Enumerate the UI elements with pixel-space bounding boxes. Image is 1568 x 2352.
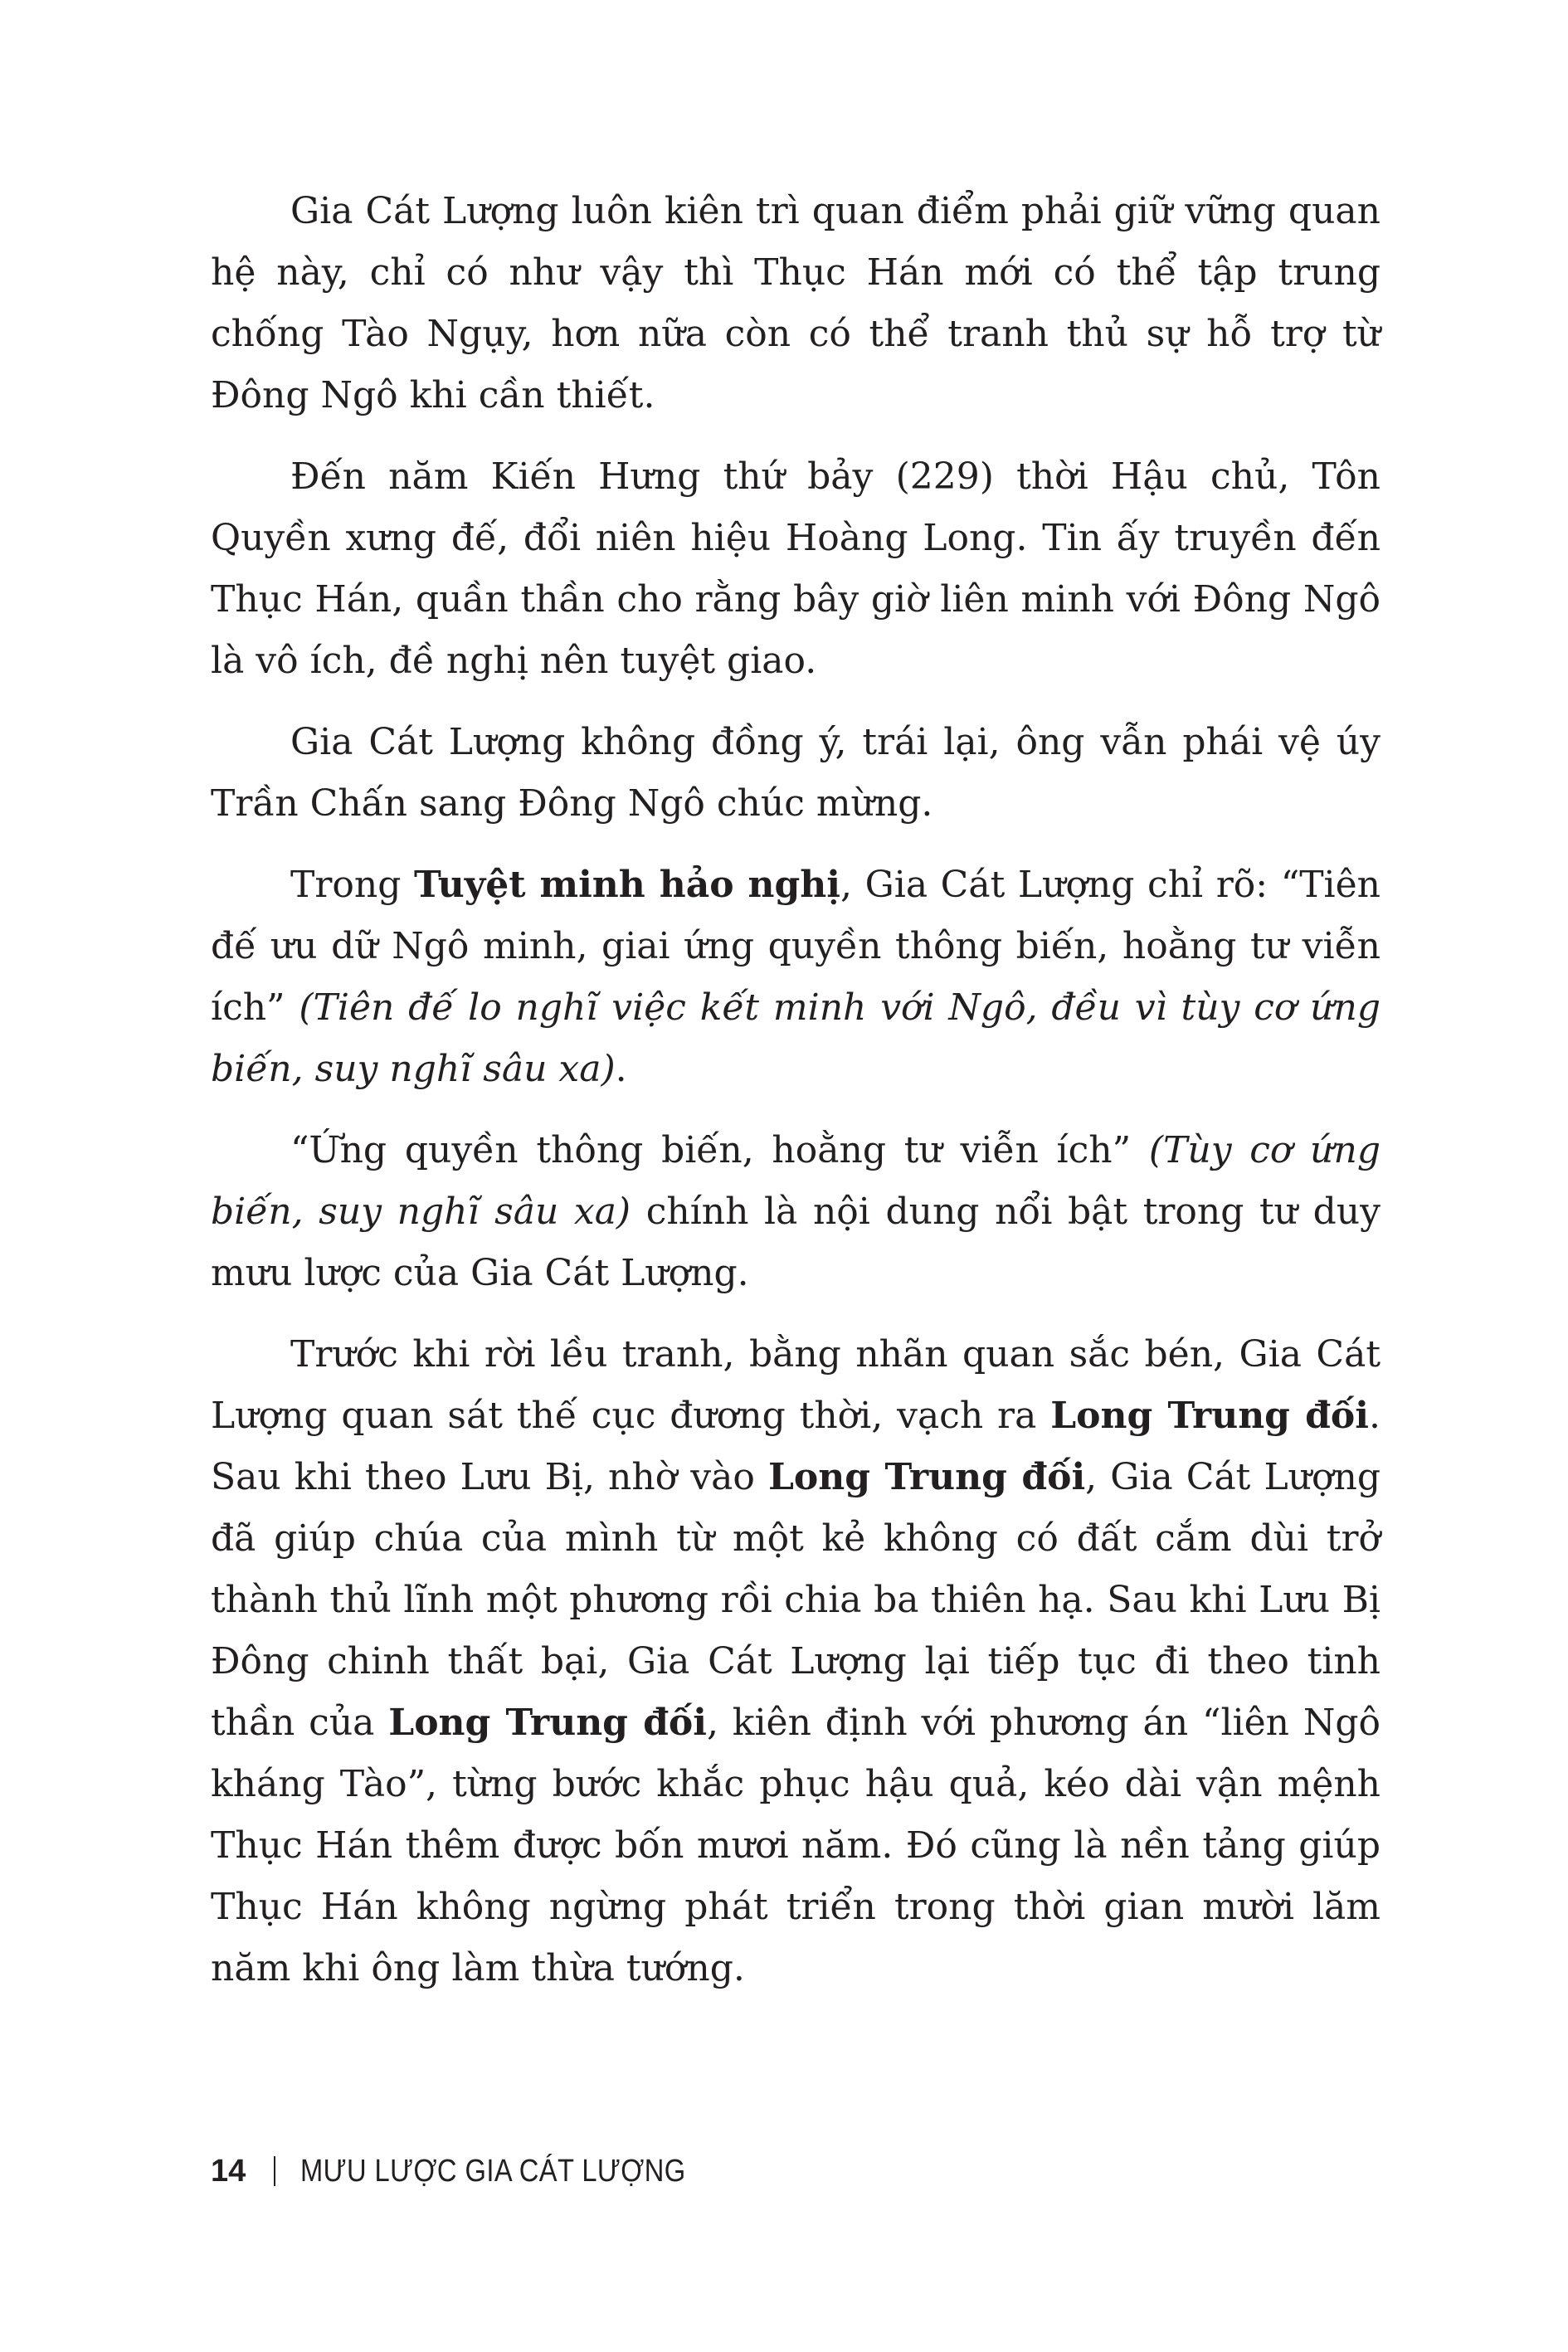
page-footer bbox=[211, 2146, 749, 2196]
translation-italic: (Tiên đế lo nghĩ việc kết minh với Ngô, đều vì tùy cơ ứng biến, suy nghĩ sâu xa) bbox=[211, 986, 1381, 1090]
text-segment: “Ứng quyền thông biến, hoằng tư viễn ích” bbox=[290, 1129, 1149, 1171]
footer-separator bbox=[274, 2156, 275, 2186]
paragraph bbox=[211, 1324, 1381, 1999]
text-segment: Gia Cát Lượng luôn kiên trì quan điểm phải giữ vững quan hệ này, chỉ có như vậy thì Thục Hán mới có thể tập trung chống Tào Ngụy, hơn nữa còn có thể tranh thủ sự hỗ trợ từ Đông Ngô khi cần thiết. bbox=[211, 190, 1381, 416]
translation-italic: (Tùy cơ ứng biến, suy nghĩ sâu xa) bbox=[211, 1129, 1381, 1233]
text-segment: Trong bbox=[290, 864, 414, 906]
running-title: MƯU LƯỢC GIA CÁT LƯỢNG bbox=[300, 2153, 686, 2189]
text-segment: , Gia Cát Lượng đã giúp chúa của mình từ một kẻ không có đất cắm dùi trở thành thủ lĩnh một phương rồi chia ba thiên hạ. Sau khi Lưu Bị Đông chinh thất bại, Gia Cát Lượng lại tiếp tục đi theo tinh thần của bbox=[211, 1456, 1381, 1744]
text-segment: . bbox=[615, 1048, 627, 1090]
text-segment: , Gia Cát Lượng chỉ rõ: “Tiên đế ưu dữ Ngô minh, giai ứng quyền thông biến, hoằng tư viễn ích” bbox=[211, 864, 1381, 1029]
paragraph bbox=[211, 712, 1381, 835]
book-title-emphasis: Long Trung đối bbox=[1050, 1395, 1369, 1437]
text-segment: chính là nội dung nổi bật trong tư duy mưu lược của Gia Cát Lượng. bbox=[211, 1191, 1381, 1294]
body-text bbox=[211, 181, 1381, 1999]
paragraph bbox=[211, 855, 1381, 1100]
paragraph bbox=[211, 1120, 1381, 1304]
text-segment: Đến năm Kiến Hưng thứ bảy (229) thời Hậu chủ, Tôn Quyền xưng đế, đổi niên hiệu Hoàng Long. Tin ấy truyền đến Thục Hán, quần thần cho rằng bây giờ liên minh với Đông Ngô là vô ích, đề nghị nên tuyệt giao. bbox=[211, 455, 1381, 682]
text-segment: Trước khi rời lều tranh, bằng nhãn quan sắc bén, Gia Cát Lượng quan sát thế cục đương thời, vạch ra bbox=[211, 1333, 1381, 1437]
book-title-emphasis: Long Trung đối bbox=[388, 1702, 707, 1744]
text-segment: . Sau khi theo Lưu Bị, nhờ vào bbox=[211, 1395, 1381, 1498]
paragraph bbox=[211, 446, 1381, 692]
page-number: 14 bbox=[211, 2153, 246, 2189]
book-title-emphasis: Long Trung đối bbox=[767, 1456, 1086, 1498]
paragraph bbox=[211, 181, 1381, 426]
text-segment: Gia Cát Lượng không đồng ý, trái lại, ông vẫn phái vệ úy Trần Chấn sang Đông Ngô chúc mừng. bbox=[211, 721, 1381, 825]
text-segment: , kiên định với phương án “liên Ngô kháng Tào”, từng bước khắc phục hậu quả, kéo dài vận mệnh Thục Hán thêm được bốn mươi năm. Đó cũng là nền tảng giúp Thục Hán không ngừng phát triển trong thời gian mười lăm năm khi ông làm thừa tướng. bbox=[211, 1702, 1381, 1989]
book-title-emphasis: Tuyệt minh hảo nghị bbox=[414, 864, 840, 906]
